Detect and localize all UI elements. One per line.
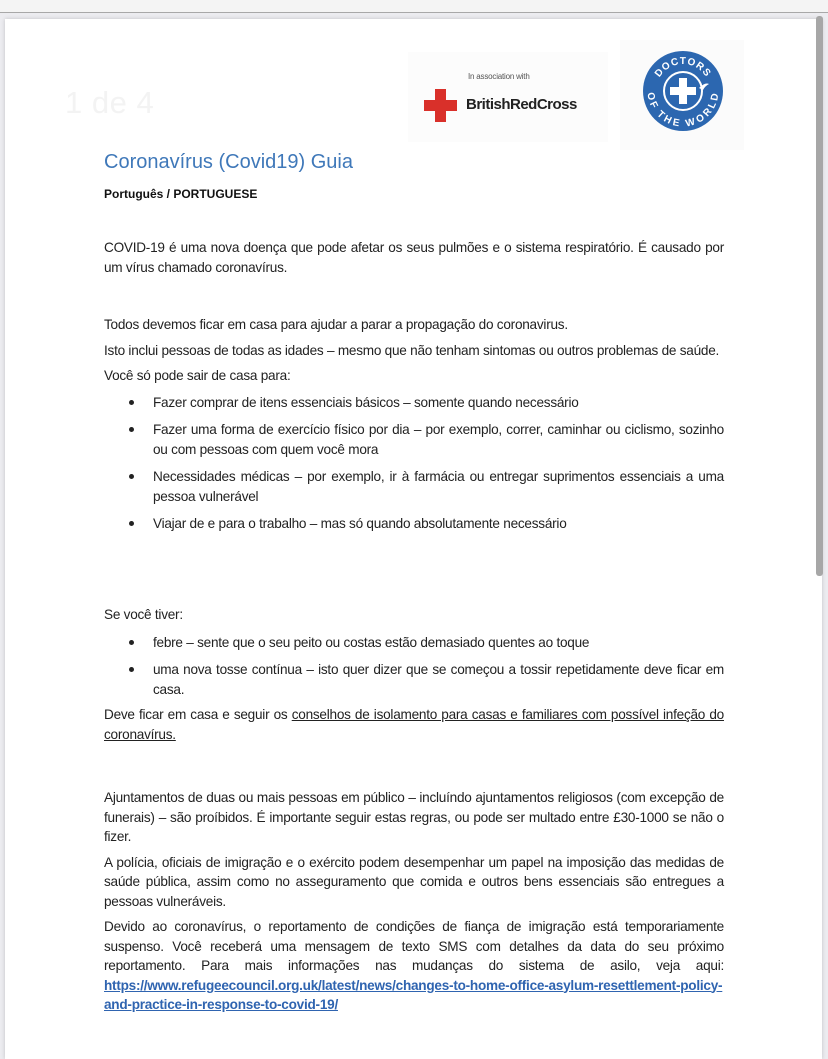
enforcement-paragraph: A polícia, oficiais de imigração e o exército podem desempenhar um papel na imposição das medidas de saúde pública, assim como no asseguramento que comida e outros bens essenciais são entregues a pessoas vulneráveis. bbox=[104, 854, 724, 909]
page-indicator: 1 de 4 bbox=[65, 85, 155, 120]
viewer-toolbar bbox=[0, 0, 828, 13]
intro-paragraph: COVID-19 é uma nova doença que pode afetar os seus pulmões e o sistema respiratório. É causado por um vírus chamado coronavírus. bbox=[104, 240, 724, 275]
symptoms-intro: Se você tiver: bbox=[104, 607, 183, 622]
stay-home-paragraph: Todos devemos ficar em casa para ajudar a parar a propagação do coronavirus. bbox=[104, 317, 568, 332]
document-subtitle: Português / PORTUGUESE bbox=[104, 187, 258, 201]
leave-home-intro: Você só pode sair de casa para: bbox=[104, 368, 291, 383]
vertical-scrollbar[interactable] bbox=[816, 16, 823, 576]
doctors-of-the-world-emblem-icon bbox=[642, 50, 724, 132]
bullet-icon bbox=[129, 427, 134, 432]
red-cross-icon bbox=[424, 89, 457, 122]
bullet-icon bbox=[129, 474, 134, 479]
logo-bottom-text: OF THE WORLD bbox=[644, 91, 722, 130]
doctors-of-the-world-logo bbox=[620, 40, 744, 150]
symptoms-section bbox=[104, 605, 724, 744]
intro-section bbox=[104, 238, 724, 277]
symptoms-list bbox=[104, 633, 724, 700]
list-item: uma nova tosse contínua – isto quer dizer que se começou a tossir repetidamente deve ficar em casa. bbox=[104, 660, 724, 699]
british-red-cross-name: BritishRedCross bbox=[466, 96, 577, 113]
bullet-icon bbox=[129, 640, 134, 645]
list-item: Necessidades médicas – por exemplo, ir à farmácia ou entregar suprimentos essenciais a uma pessoa vulnerável bbox=[104, 467, 724, 506]
all-ages-paragraph: Isto inclui pessoas de todas as idades – mesmo que não tenham sintomas ou outros problemas de saúde. bbox=[104, 342, 720, 358]
list-item: Viajar de e para o trabalho – mas só quando absolutamente necessário bbox=[104, 514, 724, 534]
reporting-paragraph: Devido ao coronavírus, o reportamento de condições de fiança de imigração está temporariamente suspenso. Você receberá uma mensagem de texto SMS com detalhes da data do seu próximo reportamento. Para mais informações nas mudanças do sistema de asilo, veja aqui: https://www.refugeecouncil.org.uk/latest/news/changes-to-home-office-asylum-resettlement-policy-and-practice-in-response-to-covid-19/ bbox=[104, 919, 724, 1012]
logo-top-text: DOCTORS bbox=[652, 55, 714, 80]
list-item: Fazer uma forma de exercício físico por dia – por exemplo, correr, caminhar ou ciclismo, sozinho ou com pessoas com quem você mora bbox=[104, 420, 724, 459]
bullet-icon bbox=[129, 400, 134, 405]
bullet-icon bbox=[129, 521, 134, 526]
list-item: Fazer comprar de itens essenciais básicos – somente quando necessário bbox=[104, 393, 724, 413]
gatherings-paragraph: Ajuntamentos de duas ou mais pessoas em público – incluíndo ajuntamentos religiosos (com excepção de funerais) – são proíbidos. É importante seguir estas regras, ou pode ser multado entre £30-1000 se não o fizer. bbox=[104, 790, 724, 844]
stay-home-section bbox=[104, 315, 724, 534]
isolation-advice-link[interactable]: conselhos de isolamento para casas e familiares com possível infeção do coronavírus. bbox=[104, 707, 724, 742]
leave-home-list bbox=[104, 393, 724, 534]
rules-section bbox=[104, 788, 724, 1015]
document-title: Coronavírus (Covid19) Guia bbox=[104, 151, 353, 173]
british-red-cross-logo bbox=[408, 52, 608, 142]
list-item: febre – sente que o seu peito ou costas estão demasiado quentes ao toque bbox=[104, 633, 724, 653]
isolation-paragraph: Deve ficar em casa e seguir os conselhos de isolamento para casas e familiares com possível infeção do coronavírus. bbox=[104, 707, 724, 742]
association-text: In association with bbox=[468, 72, 530, 81]
bullet-icon bbox=[129, 667, 134, 672]
refugee-council-link[interactable]: https://www.refugeecouncil.org.uk/latest/news/changes-to-home-office-asylum-resettlement-policy-and-practice-in-response-to-covid-19/ bbox=[104, 977, 723, 1012]
